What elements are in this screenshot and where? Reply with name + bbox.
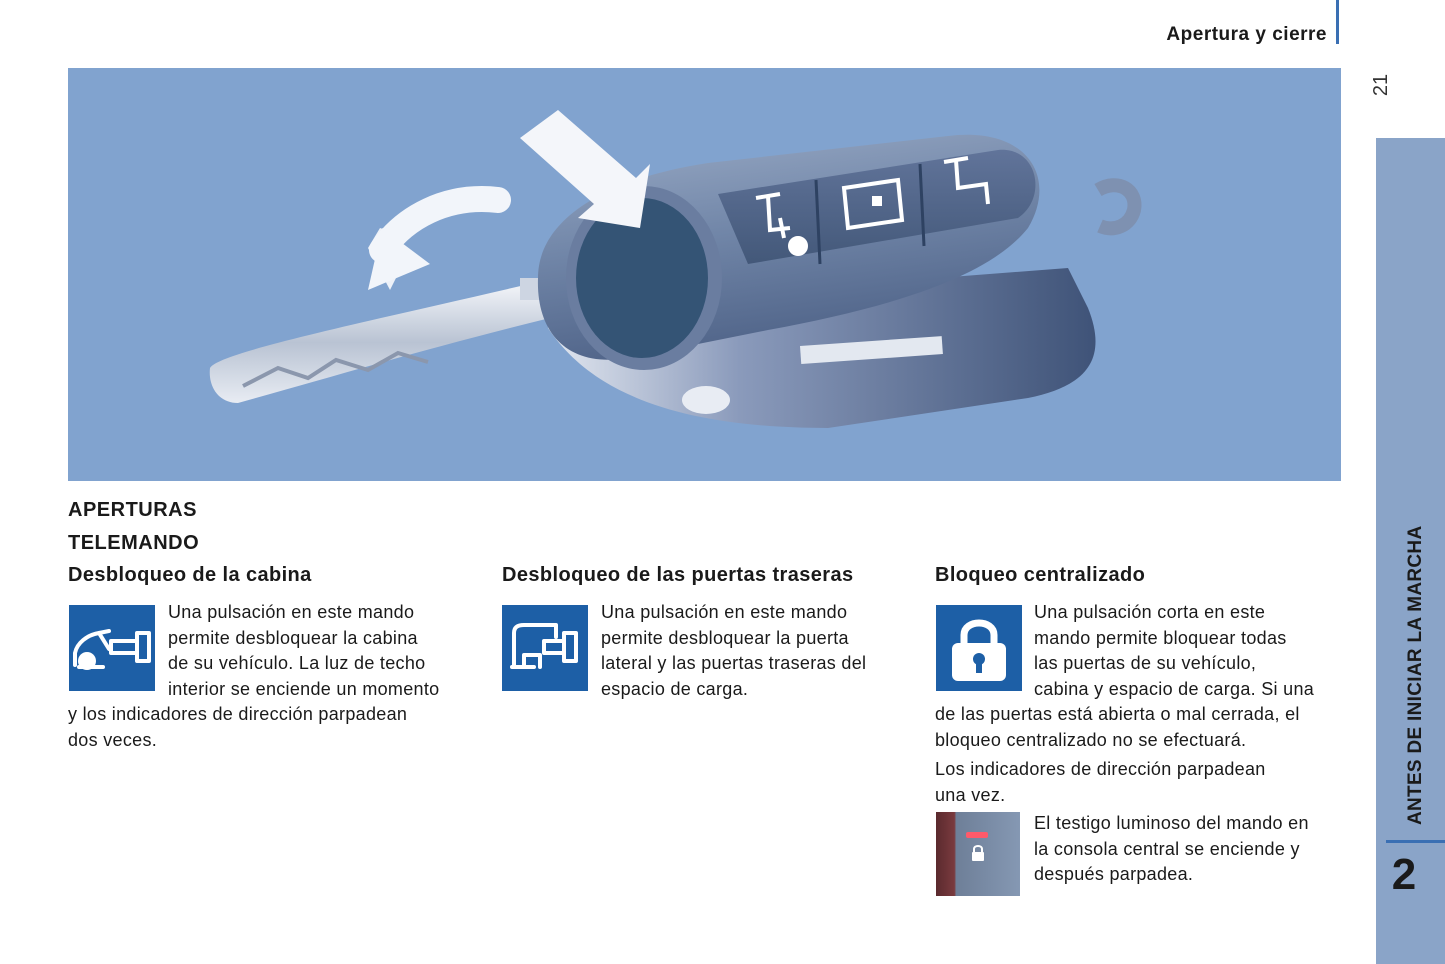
page-number: 21: [1370, 73, 1392, 97]
remote-key-illustration: [68, 68, 1341, 481]
text-line: bloqueo centralizado no se efectuará.: [935, 729, 1247, 750]
text-line: de su vehículo. La luz de techo: [168, 653, 426, 673]
chapter-rule: [1386, 840, 1445, 843]
cab-unlock-icon: [69, 605, 155, 691]
rear-doors-unlock-text: [601, 600, 866, 702]
text-line: El testigo luminoso del mando en: [1034, 813, 1309, 833]
remote-key-illustration-icon: [68, 68, 1341, 481]
section-subtitle: TELEMANDO: [68, 532, 200, 554]
text-line: las puertas de su vehículo,: [1034, 653, 1257, 673]
text-line: una vez.: [935, 784, 1006, 805]
text-line: cabina y espacio de carga. Si una: [1034, 678, 1315, 699]
header-rule: [1336, 0, 1339, 44]
cab-unlock-button-box: [69, 605, 155, 691]
cab-unlock-text-continued: [68, 702, 407, 753]
text-line: de las puertas está abierta o mal cerrada, el: [935, 704, 1300, 724]
cab-unlock-text: [168, 600, 439, 702]
central-locking-text: [1034, 600, 1314, 702]
rear-doors-unlock-heading: Desbloqueo de las puertas traseras: [502, 564, 854, 586]
central-locking-heading: Bloqueo centralizado: [935, 564, 1146, 586]
rear-doors-unlock-button-box: [502, 605, 588, 691]
led-text: [1034, 811, 1309, 888]
text-line: espacio de carga.: [601, 678, 749, 699]
console-lock-led-icon: [936, 812, 1020, 896]
text-line: mando permite bloquear todas: [1034, 627, 1287, 648]
chapter-number: 2: [1391, 850, 1417, 899]
text-line: y los indicadores de dirección parpadean: [68, 704, 408, 724]
padlock-icon: [936, 605, 1022, 691]
chapter-tab-label: ANTES DE INICIAR LA MARCHA: [1405, 525, 1426, 825]
text-line: interior se enciende un momento: [168, 678, 440, 699]
text-line: la consola central se enciende y: [1034, 838, 1300, 859]
text-line: Los indicadores de dirección parpadean: [935, 759, 1266, 779]
text-line: Una pulsación en este mando: [601, 602, 848, 622]
text-line: después parpadea.: [1034, 864, 1194, 884]
section-title: APERTURAS: [68, 499, 197, 521]
console-lock-led-box: [936, 812, 1020, 896]
central-locking-text-continued: [935, 702, 1300, 753]
rear-doors-unlock-icon: [502, 605, 588, 691]
text-line: permite desbloquear la puerta: [601, 627, 849, 648]
running-header: Apertura y cierre: [1166, 24, 1327, 45]
text-line: Una pulsación en este mando: [168, 602, 415, 622]
turn-signal-text: [935, 757, 1266, 808]
text-line: lateral y las puertas traseras del: [601, 653, 867, 673]
text-line: dos veces.: [68, 729, 158, 750]
central-locking-button-box: [936, 605, 1022, 691]
text-line: Una pulsación corta en este: [1034, 602, 1266, 622]
text-line: permite desbloquear la cabina: [168, 627, 418, 648]
cab-unlock-heading: Desbloqueo de la cabina: [68, 564, 312, 586]
